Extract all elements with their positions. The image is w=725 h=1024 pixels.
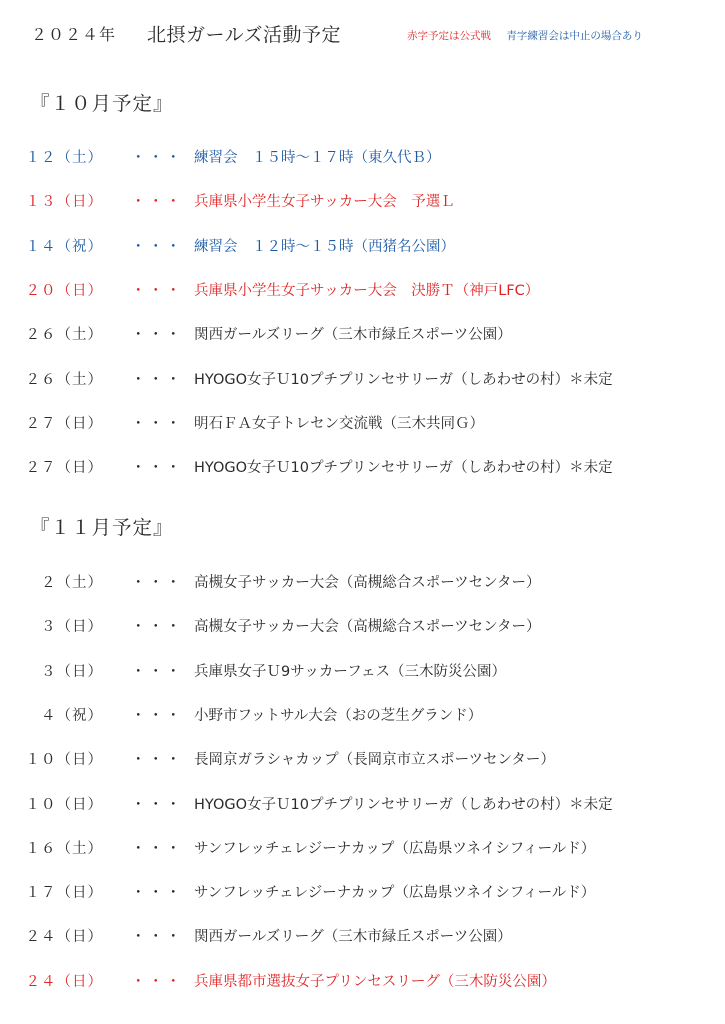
event-row — [0, 748, 725, 772]
event-separator: ・・・ — [131, 575, 184, 591]
event-description: 長岡京ガラシャカップ（長岡京市立スポーツセンター） — [194, 752, 555, 768]
event-description: 練習会 １２時～１５時（西猪名公園） — [194, 239, 455, 255]
event-separator: ・・・ — [131, 929, 184, 945]
page-title: 北摂ガールズ活動予定 — [147, 24, 342, 46]
event-date: ２４（日） — [25, 929, 103, 945]
event-separator: ・・・ — [131, 327, 184, 343]
official-note: 赤字予定は公式戦 — [407, 30, 491, 42]
event-row — [0, 323, 725, 347]
practice-note: 青字練習会は中止の場合あり — [506, 30, 643, 42]
page-header — [31, 18, 711, 52]
event-date: １３（日） — [25, 194, 103, 210]
event-date: １４（祝） — [25, 239, 103, 255]
event-date: １７（日） — [25, 885, 103, 901]
event-row — [0, 456, 725, 480]
event-row — [0, 970, 725, 994]
event-date: ２７（日） — [25, 416, 103, 432]
event-date: １０（日） — [25, 797, 103, 813]
event-separator: ・・・ — [131, 283, 184, 299]
event-description: 兵庫県都市選抜女子プリンセスリーグ（三木防災公園） — [194, 974, 556, 990]
event-separator: ・・・ — [131, 194, 184, 210]
event-row — [0, 925, 725, 949]
event-separator: ・・・ — [131, 150, 184, 166]
event-description: 高槻女子サッカー大会（高槻総合スポーツセンター） — [194, 575, 541, 591]
event-date: ３（日） — [41, 664, 103, 680]
event-row — [0, 412, 725, 436]
event-row — [0, 793, 725, 817]
event-description: サンフレッチェレジーナカップ（広島県ツネイシフィールド） — [194, 885, 596, 901]
event-separator: ・・・ — [131, 752, 184, 768]
event-date: １６（土） — [25, 841, 103, 857]
event-row — [0, 704, 725, 728]
event-row — [0, 235, 725, 259]
event-date: ２６（土） — [25, 372, 103, 388]
event-date: ２４（日） — [25, 974, 103, 990]
event-description: サンフレッチェレジーナカップ（広島県ツネイシフィールド） — [194, 841, 596, 857]
event-description: 兵庫県小学生女子サッカー大会 予選Ｌ — [194, 194, 455, 210]
legend-notes — [407, 28, 643, 43]
event-separator: ・・・ — [131, 239, 184, 255]
section-title-november: 『１１月予定』 — [30, 516, 174, 539]
event-description: HYOGO女子Ｕ10プチプリンセサリーガ（しあわせの村）＊未定 — [194, 797, 613, 813]
event-separator: ・・・ — [131, 460, 184, 476]
event-separator: ・・・ — [131, 619, 184, 635]
event-row — [0, 190, 725, 214]
event-description: 関西ガールズリーグ（三木市緑丘スポーツ公園） — [194, 929, 512, 945]
event-description: 兵庫県女子Ｕ9サッカーフェス（三木防災公園） — [194, 664, 506, 680]
event-separator: ・・・ — [131, 797, 184, 813]
event-description: 明石ＦＡ女子トレセン交流戦（三木共同Ｇ） — [194, 416, 484, 432]
event-separator: ・・・ — [131, 664, 184, 680]
event-separator: ・・・ — [131, 708, 184, 724]
year-label: ２０２４年 — [31, 25, 117, 44]
event-description: 高槻女子サッカー大会（高槻総合スポーツセンター） — [194, 619, 541, 635]
event-date: ２０（日） — [25, 283, 103, 299]
event-description: HYOGO女子Ｕ10プチプリンセサリーガ（しあわせの村）＊未定 — [194, 460, 613, 476]
event-separator: ・・・ — [131, 885, 184, 901]
event-date: ２７（日） — [25, 460, 103, 476]
event-row — [0, 615, 725, 639]
event-date: ２６（土） — [25, 327, 103, 343]
event-row — [0, 837, 725, 861]
section-title-october: 『１０月予定』 — [30, 92, 174, 115]
event-date: １２（土） — [25, 150, 103, 166]
event-row — [0, 660, 725, 684]
event-description: 関西ガールズリーグ（三木市緑丘スポーツ公園） — [194, 327, 512, 343]
event-date: ２（土） — [41, 575, 103, 591]
event-row — [0, 881, 725, 905]
event-row — [0, 368, 725, 392]
event-date: ３（日） — [41, 619, 103, 635]
event-separator: ・・・ — [131, 841, 184, 857]
event-description: 練習会 １５時～１７時（東久代Ｂ） — [194, 150, 441, 166]
event-description: 兵庫県小学生女子サッカー大会 決勝Ｔ（神戸LFC） — [194, 283, 540, 299]
event-row — [0, 146, 725, 170]
event-separator: ・・・ — [131, 974, 184, 990]
event-date: １０（日） — [25, 752, 103, 768]
event-row — [0, 571, 725, 595]
event-description: HYOGO女子Ｕ10プチプリンセサリーガ（しあわせの村）＊未定 — [194, 372, 613, 388]
event-separator: ・・・ — [131, 372, 184, 388]
event-date: ４（祝） — [41, 708, 103, 724]
event-separator: ・・・ — [131, 416, 184, 432]
event-row — [0, 279, 725, 303]
event-description: 小野市フットサル大会（おの芝生グランド） — [194, 708, 483, 724]
